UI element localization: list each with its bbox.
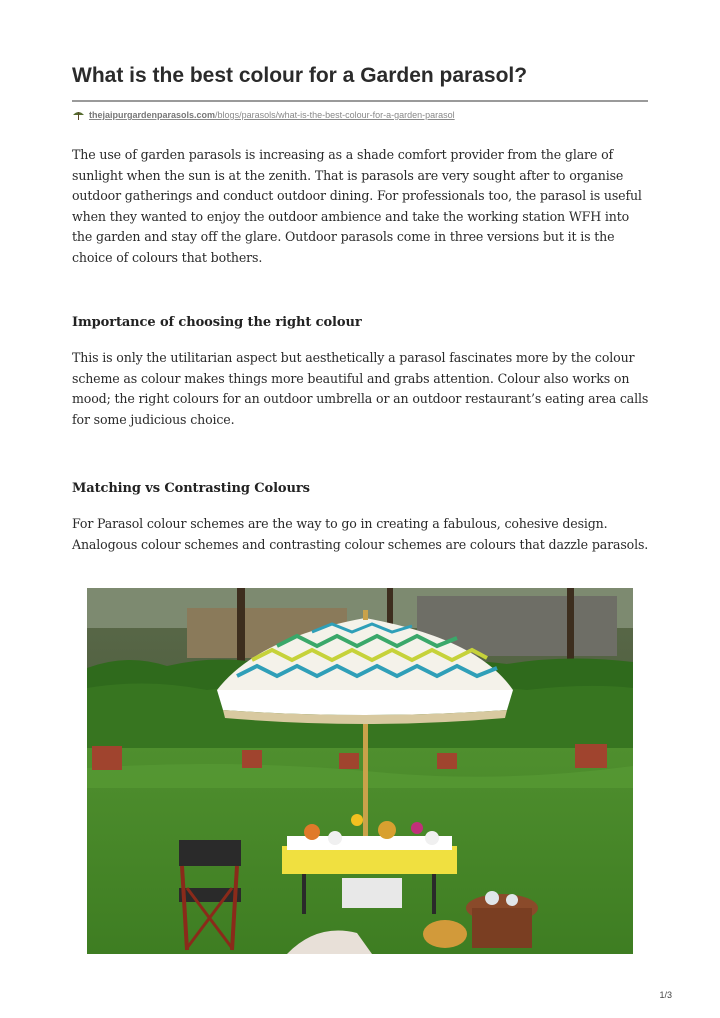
parasol-favicon-icon bbox=[72, 109, 85, 121]
source-link-row bbox=[72, 107, 455, 123]
page-number: 1/3 bbox=[659, 990, 672, 1000]
source-url-link[interactable] bbox=[89, 110, 455, 120]
section-heading-importance: Importance of choosing the right colour bbox=[72, 315, 362, 330]
title-divider bbox=[72, 100, 648, 102]
section-body-matching: For Parasol colour schemes are the way to go in creating a fabulous, cohesive design. Analogous colour schemes and contrasting colour schemes are colours that dazzle parasols. bbox=[72, 516, 649, 552]
section-heading-matching: Matching vs Contrasting Colours bbox=[72, 481, 310, 496]
section-body-importance: This is only the utilitarian aspect but aesthetically a parasol fascinates more by the colour scheme as colour makes things more beautiful and grabs attention. Colour also works on mood; the right colours for an outdoor umbrella or an outdoor restaurant’s eating area calls for some judicious choice. bbox=[72, 350, 649, 427]
source-path: /blogs/parasols/what-is-the-best-colour-for-a-garden-parasol bbox=[215, 110, 455, 120]
source-domain: thejaipurgardenparasols.com bbox=[89, 110, 216, 120]
garden-parasol-photo bbox=[87, 588, 633, 954]
intro-paragraph: The use of garden parasols is increasing as a shade comfort provider from the glare of sunlight when the sun is at the zenith. That is parasols are very sought after to organise outdoor gatherings and conduct outdoor dining. For professionals too, the parasol is useful when they wanted to enjoy the outdoor ambience and take the working station WFH into the garden and stay off the glare. Outdoor parasols come in three versions but it is the choice of colours that bothers. bbox=[72, 147, 642, 265]
page-title: What is the best colour for a Garden parasol? bbox=[72, 64, 528, 87]
